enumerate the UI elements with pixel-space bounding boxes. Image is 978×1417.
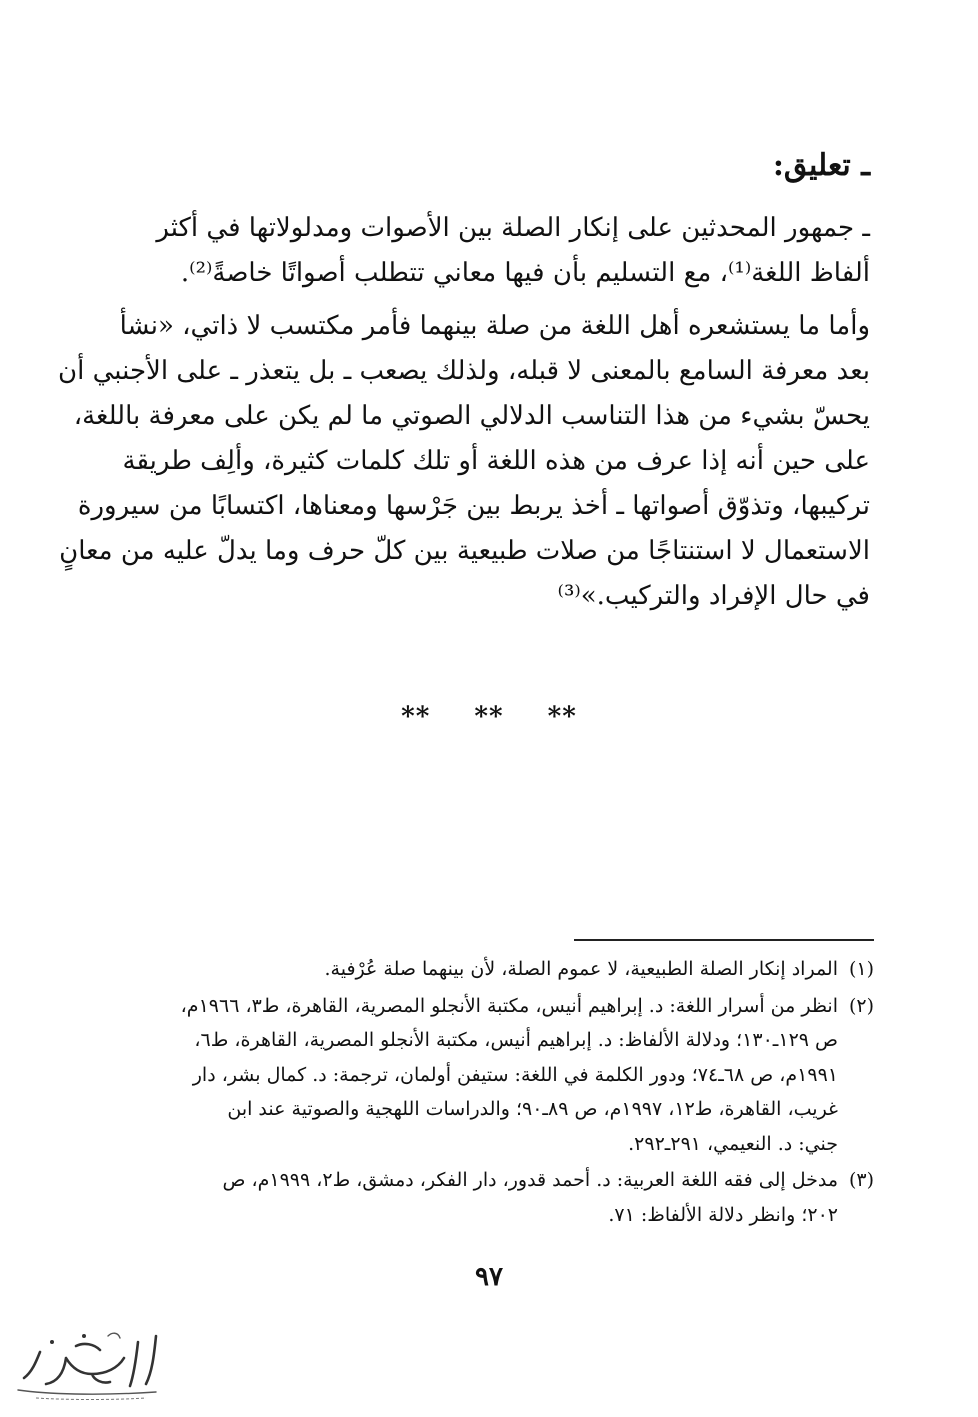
text-line: بعد معرفة السامع بالمعنى لا قبله، ولذلك يصعب ـ بل يتعذر ـ على الأجنبي أن — [58, 356, 870, 386]
footnote-line: المراد إنكار الصلة الطبيعية، لا عموم الصلة، لأن بينهما صلة عُرْفية. — [324, 958, 838, 980]
main-text — [58, 206, 870, 619]
footnote-number: (١) — [848, 958, 874, 980]
page-number: ٩٧ — [475, 1262, 503, 1292]
footnote-number: (٣) — [848, 1169, 874, 1191]
footnote-3 — [128, 1163, 874, 1232]
text-line: تركيبها، وتذوّق أصواتها ـ أخذ يربط بين جَرْسها ومعناها، اكتسابًا من سيرورة — [77, 491, 870, 521]
footnote-2 — [128, 989, 874, 1162]
footnote-line: ٢٠٢؛ وانظر دلالة الألفاظ: ٧١. — [608, 1203, 838, 1226]
section-separator: ** ** ** — [401, 702, 577, 732]
text-line: ـ جمهور المحدثين على إنكار الصلة بين الأصوات ومدلولاتها في أكثر — [156, 213, 870, 243]
text-line: على حين أنه إذا عرف من هذه اللغة أو تلك كلمات كثيرة، وألِف طريقة — [122, 446, 870, 476]
section-heading: ـ تعليق: — [772, 148, 870, 183]
paragraph-2 — [58, 304, 870, 619]
text-line: وأما ما يستشعره أهل اللغة من صلة بينهما فأمر مكتسب لا ذاتي، «نشأ — [119, 311, 870, 341]
footnote-line: مدخل إلى فقه اللغة العربية: د. أحمد قدور، دار الفكر، دمشق، ط٢، ١٩٩٩م، ص — [222, 1169, 838, 1191]
footnote-line: غريب، القاهرة، ط١٢، ١٩٩٧م، ص ٨٩ـ٩٠؛ والدراسات اللهجية والصوتية عند ابن — [227, 1098, 838, 1120]
footnote-line: ١٩٩١م، ص ٦٨ـ٧٤؛ ودور الكلمة في اللغة: ستيفن أولمان، ترجمة: د. كمال بشر، دار — [192, 1063, 838, 1086]
footnote-text — [128, 1163, 838, 1232]
library-stamp-logo — [6, 1328, 174, 1404]
footnotes — [128, 952, 874, 1234]
text-line: الاستعمال لا استنتاجًا من صلات طبيعية بين كلّ حرف وما يدلّ عليه من معانٍ — [59, 536, 870, 566]
text-line: يحسّ بشيء من هذا التناسب الدلالي الصوتي ما لم يكن على معرفة باللغة، — [73, 401, 870, 431]
text-line: ألفاظ اللغة⁽¹⁾، مع التسليم بأن فيها معاني تتطلب أصواتًا خاصةً⁽²⁾. — [180, 258, 870, 288]
text-line: في حال الإفراد والتركيب.»⁽³⁾ — [557, 581, 870, 611]
footnote-number: (٢) — [848, 994, 874, 1017]
footnote-1 — [128, 952, 874, 987]
footnote-text — [128, 989, 838, 1162]
footnote-line: جني: د. النعيمي، ٢٩١ـ٢٩٢. — [628, 1132, 838, 1155]
footnote-line: ص ١٢٩ـ١٣٠؛ ودلالة الألفاظ: د. إبراهيم أنيس، مكتبة الأنجلو المصرية، القاهرة، ط٦، — [194, 1029, 838, 1051]
footnote-divider — [574, 939, 874, 941]
paragraph-1 — [128, 206, 870, 296]
footnote-line: انظر من أسرار اللغة: د. إبراهيم أنيس، مكتبة الأنجلو المصرية، القاهرة، ط٣، ١٩٦٦م، — [180, 994, 838, 1017]
footnote-text — [128, 952, 838, 987]
